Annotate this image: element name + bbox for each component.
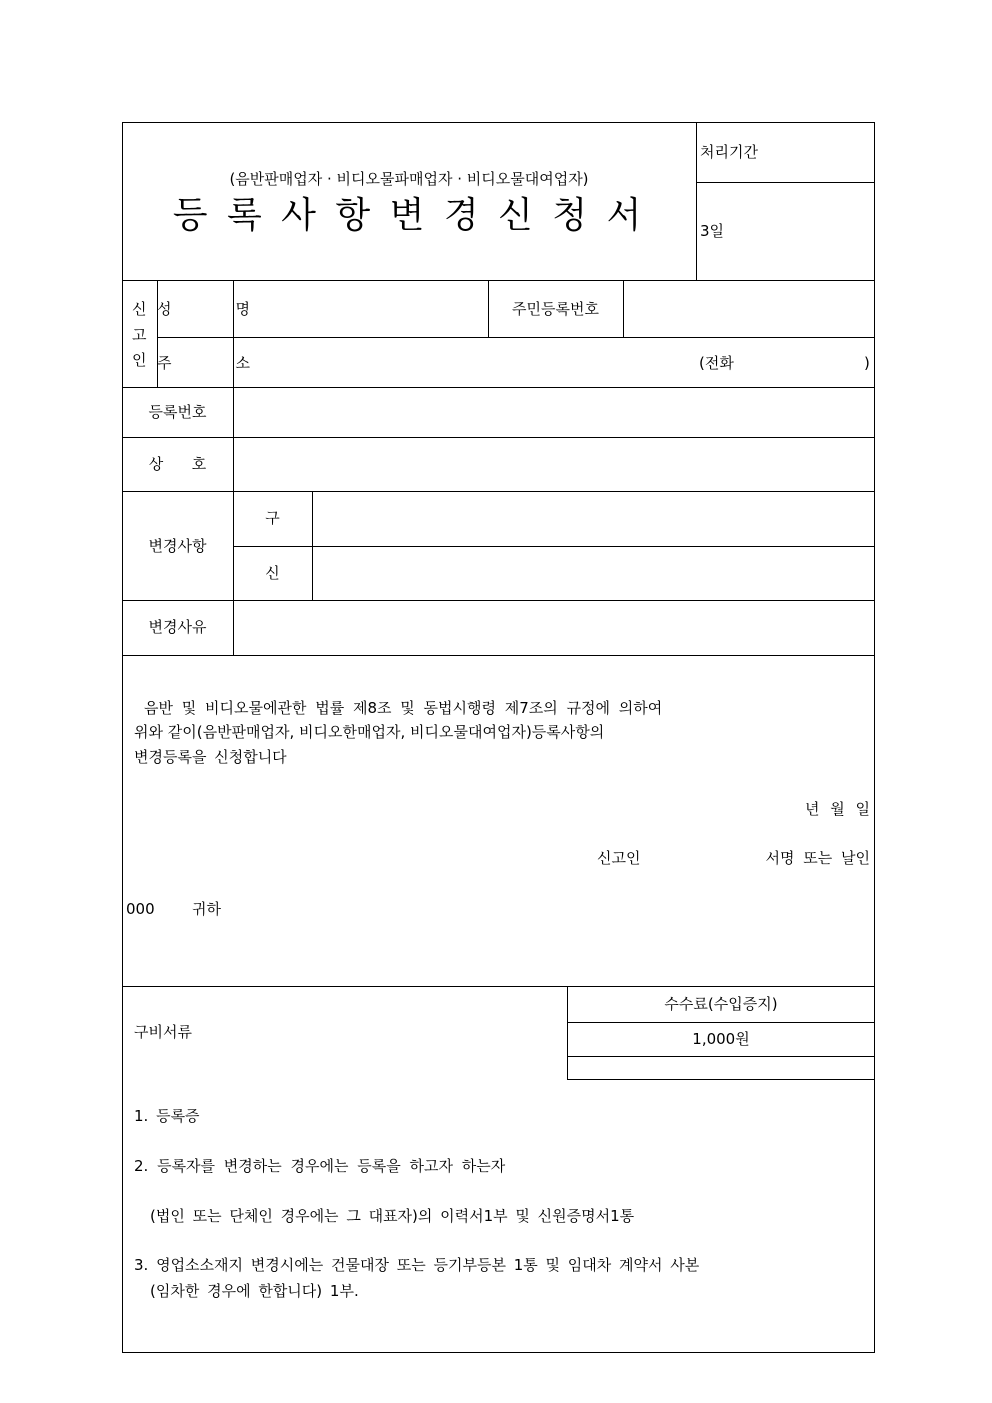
fee-value: 1,000원 — [692, 1030, 750, 1048]
registration-number-label: 등록번호 — [148, 403, 207, 421]
processing-period-value: 3일 — [700, 222, 725, 240]
applicant-group-label-1: 신 — [132, 300, 147, 318]
applicant-group-label-3: 인 — [132, 351, 147, 369]
applicant-group-label-2: 고 — [132, 326, 147, 344]
document-item: 1. 등록증 — [134, 1107, 200, 1125]
processing-period-label: 처리기간 — [700, 143, 758, 161]
trade-name-field[interactable] — [238, 457, 868, 477]
address-label: 주 소 — [157, 354, 260, 372]
trade-name-label: 상 호 — [148, 455, 207, 473]
divider — [122, 387, 875, 388]
new-label: 신 — [265, 564, 280, 582]
change-details-label: 변경사항 — [148, 537, 207, 555]
document-item: (임차한 경우에 한합니다) 1부. — [150, 1282, 359, 1300]
divider — [122, 437, 875, 438]
phone-open-label: (전화 — [699, 354, 734, 372]
phone-close-label: ) — [864, 354, 870, 372]
registration-number-field[interactable] — [238, 405, 868, 425]
divider — [157, 337, 875, 338]
form-title: 등 록 사 항 변 경 신 청 서 — [172, 195, 646, 236]
address-field[interactable] — [238, 356, 688, 376]
required-documents-label: 구비서류 — [134, 1023, 192, 1041]
applicant-sign-label: 신고인 — [597, 849, 641, 867]
old-label: 구 — [265, 509, 280, 527]
divider — [122, 655, 875, 656]
date-line: 년 월 일 — [804, 800, 870, 818]
recipient-suffix: 귀하 — [192, 900, 221, 918]
new-value-field[interactable] — [318, 566, 868, 586]
document-item: (법인 또는 단체인 경우에는 그 대표자)의 이력서1부 및 신원증명서1통 — [150, 1207, 635, 1225]
divider — [696, 182, 875, 183]
divider — [696, 122, 697, 280]
old-value-field[interactable] — [318, 511, 868, 531]
divider — [122, 491, 875, 492]
resident-no-label: 주민등록번호 — [512, 300, 599, 318]
divider — [122, 600, 875, 601]
statement-line-3: 변경등록을 신청합니다 — [134, 748, 287, 766]
form-subtitle: (음반판매업자 · 비디오물파매업자 · 비디오물대여업자) — [229, 170, 589, 188]
divider — [122, 986, 875, 987]
change-reason-field[interactable] — [238, 620, 868, 640]
resident-no-field[interactable] — [628, 302, 868, 322]
document-item: 2. 등록자를 변경하는 경우에는 등록을 하고자 하는자 — [134, 1157, 506, 1175]
statement-line-2: 위와 같이(음반판매업자, 비디오한매업자, 비디오물대여업자)등록사항의 — [134, 723, 605, 741]
divider — [567, 1022, 875, 1023]
document-item: 3. 영업소소재지 변경시에는 건물대장 또는 등기부등본 1통 및 임대차 계약서 사본 — [134, 1256, 700, 1274]
divider — [122, 280, 875, 281]
name-label: 성 명 — [157, 300, 260, 318]
name-field[interactable] — [238, 302, 483, 322]
divider — [567, 1056, 875, 1057]
signature-label: 서명 또는 날인 — [765, 849, 870, 867]
divider — [233, 546, 875, 547]
recipient-name: 000 — [126, 900, 155, 918]
divider — [623, 280, 624, 337]
change-reason-label: 변경사유 — [148, 618, 207, 636]
fee-label: 수수료(수입증지) — [664, 995, 778, 1013]
statement-line-1: 음반 및 비디오물에관한 법률 제8조 및 동법시행령 제7조의 규정에 의하여 — [144, 699, 663, 717]
divider — [567, 1079, 875, 1080]
